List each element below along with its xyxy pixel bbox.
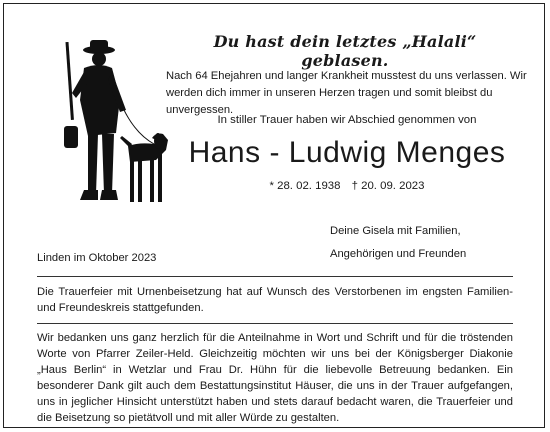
deceased-name: Hans - Ludwig Menges [188,136,506,169]
divider [37,323,513,324]
divider [37,276,513,277]
mourners-line-2: Angehörigen und Freunden [330,248,467,260]
motto: Du hast dein letztes „Halali“ geblasen. [213,32,477,70]
mourners [330,220,530,266]
place-date: Linden im Oktober 2023 [37,252,157,264]
mourners-line-1: Deine Gisela mit Familien, [330,225,461,237]
death-date: † 20. 09. 2023 [351,180,425,192]
birth-date: * 28. 02. 1938 [269,180,341,192]
life-dates [166,180,528,192]
intro-text [166,68,528,119]
funeral-note: Die Trauerfeier mit Urnenbeisetzung hat auf Wunsch des Verstorbenen im engsten Familien- und Freundeskreis stattgefunden. [37,286,513,314]
hunter-with-dog-icon [50,38,180,218]
mourning-notice: In stiller Trauer haben wir Abschied genommen von [217,114,477,126]
intro-paragraph: Nach 64 Ehejahren und langer Krankheit musstest du uns verlassen. Wir werden dich immer in unseren Herzen tragen und somit bleibst du unvergessen. [166,70,527,116]
thanks-text: Wir bedanken uns ganz herzlich für die Anteilnahme in Wort und Schrift und für die tröstenden Worte von Pfarrer Zeiler-Held. Gleichzeitig möchten wir uns bei der Königsberger Diakonie „Haus Berlin“ in Wetzlar und Frau Dr. Hühn für die liebevolle Betreuung bedanken. Ein besonderer Dank gilt auch dem Bestattungsinstitut Häuser, die uns in der Trauer aufgefangen, uns in jeglicher Hinsicht unterstützt haben und stets darauf bedacht waren, die Trauerfeier und die Beisetzung so pietätvoll und mit aller Würde zu gestalten. [37,332,513,424]
